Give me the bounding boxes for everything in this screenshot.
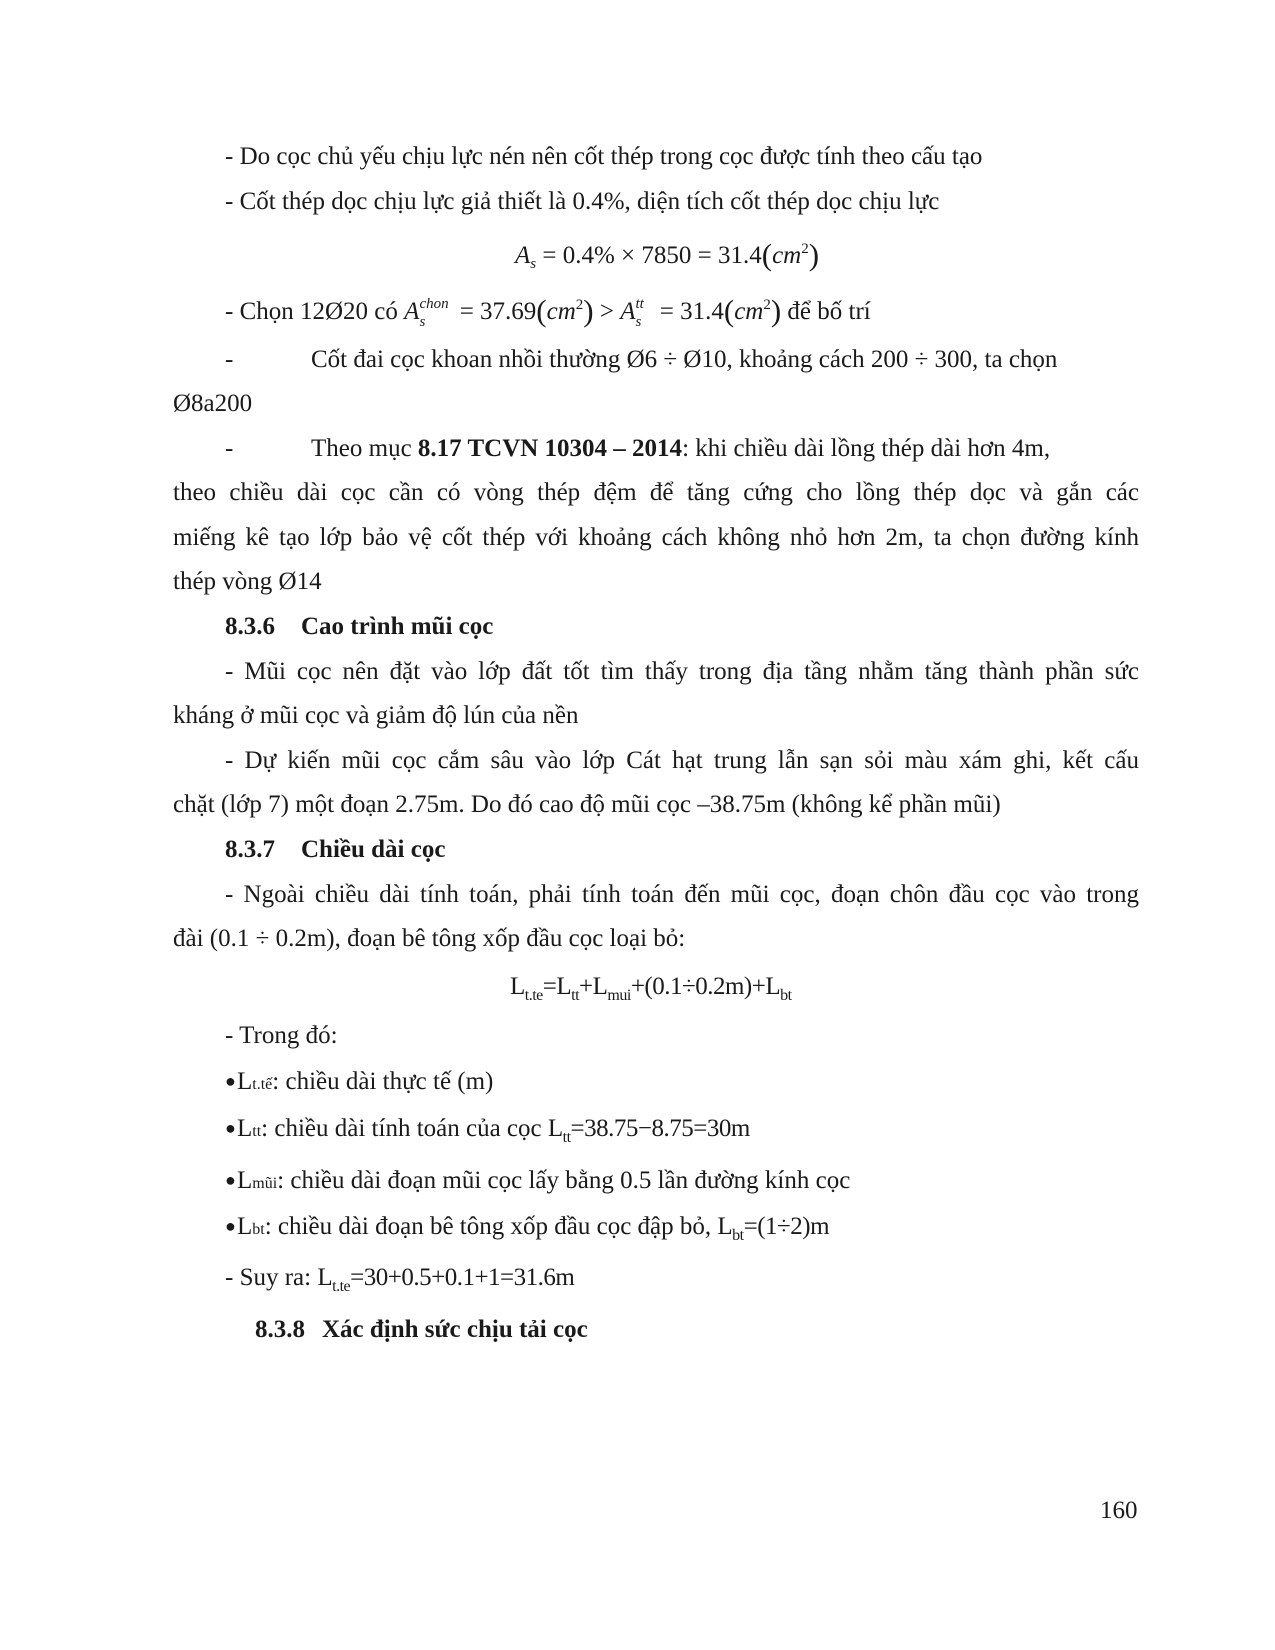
bullet-concrete-length (225, 1211, 829, 1251)
bullet-subscript: tt (252, 1123, 262, 1140)
eq2-sub-4: bt (780, 987, 792, 1004)
para-tip-layer: - Dự kiến mũi cọc cắm sâu vào lớp Cát hạt trung lẫn sạn sỏi màu xám ghi, kết cấu (225, 747, 1139, 774)
para-stirrups (225, 345, 1139, 375)
bullet-calc-length (225, 1113, 750, 1153)
bullet-eq-value: =38.75−8.75=30m (570, 1115, 750, 1142)
choose-supsub-1 (419, 295, 453, 330)
choose-supsub-2 (635, 295, 654, 330)
result-subscript: t.te (332, 1278, 351, 1295)
eq2-sub-2: tt (571, 987, 580, 1004)
choose-sup-1: chon (419, 296, 449, 312)
choose-symbol: A (404, 298, 420, 325)
heading-number: 8.3.7 (225, 836, 275, 863)
choose-unit-1: cm (546, 298, 576, 325)
para-standard-line-2: theo chiều dài cọc cần có vòng thép đệm để tăng cứng cho lồng thép dọc và gắn các (173, 479, 1139, 506)
choose-sup-2: tt (635, 296, 644, 312)
choose-value-1: = 37.69 (453, 298, 537, 325)
para-tip-placement: - Mũi cọc nên đặt vào lớp đất tốt tìm thấy trong địa tầng nhằm tăng thành phần sức (225, 658, 1139, 685)
bullet-subscript: t.tế (252, 1076, 273, 1093)
choose-suffix: để bố trí (781, 298, 871, 325)
bullet-symbol: L (237, 1115, 253, 1142)
eq2-part-1: =L (542, 973, 572, 1000)
standard-code: 8.17 TCVN 10304 – 2014 (417, 435, 683, 462)
stirrups-text: Cốt đai cọc khoan nhồi thường Ø6 ÷ Ø10, khoảng cách 200 ÷ 300, ta chọn (311, 346, 1058, 373)
para-reinforcement-note: - Do cọc chủ yếu chịu lực nén nên cốt thép trong cọc được tính theo cấu tạo (225, 143, 983, 170)
result-value: =30+0.5+0.1+1=31.6m (350, 1264, 575, 1291)
choose-sub-2: s (635, 314, 642, 330)
para-length-intro-cont: đài (0.1 ÷ 0.2m), đoạn bê tông xốp đầu cọc loại bỏ: (173, 925, 686, 952)
result-symbol: L (317, 1264, 333, 1291)
choose-unit-2: cm (734, 298, 764, 325)
bullet-eq-value: =(1÷2)m (743, 1213, 830, 1240)
choose-power-1: 2 (575, 297, 584, 313)
bullet-symbol: L (237, 1068, 253, 1095)
para-tip-placement-cont: kháng ở mũi cọc và giảm độ lún của nền (173, 702, 579, 729)
bullet-dot-icon: ● (225, 1216, 236, 1236)
bullet-equation (547, 1115, 750, 1146)
standard-dash: - (225, 435, 234, 462)
heading-number: 8.3.8 (255, 1316, 305, 1343)
heading-title: Xác định sức chịu tải cọc (322, 1316, 588, 1343)
choose-sub-1: s (419, 314, 426, 330)
choose-power-2: 2 (763, 297, 771, 313)
choose-symbol-2: A (620, 298, 636, 325)
bullet-equation (717, 1213, 830, 1244)
choose-prefix: - Chọn 12Ø20 có (225, 298, 405, 325)
bullet-symbol: L (237, 1213, 253, 1240)
para-tip-layer-cont: chặt (lớp 7) một đoạn 2.75m. Do đó cao độ mũi cọc –38.75m (không kể phần mũi) (173, 791, 1001, 818)
standard-suffix: : khi chiều dài lồng thép dài hơn 4m, (682, 435, 1051, 462)
heading-8-3-8 (255, 1315, 588, 1345)
para-where: - Trong đó: (225, 1022, 338, 1049)
bullet-text: : chiều dài đoạn bê tông xốp đầu cọc đập bỏ, (264, 1213, 718, 1240)
bullet-text: : chiều dài đoạn mũi cọc lấy bằng 0.5 lần đường kính cọc (277, 1167, 851, 1194)
bullet-eq-subscript: tt (562, 1129, 571, 1146)
bullet-dot-icon: ● (225, 1071, 236, 1091)
bullet-subscript: bt (252, 1221, 265, 1238)
eq2-L: L (510, 973, 525, 1000)
bullet-eq-subscript: bt (732, 1227, 744, 1244)
para-standard-line-3: miếng kê tạo lớp bảo vệ cốt thép với khoảng cách không nhỏ hơn 2m, ta chọn đường kính (173, 524, 1139, 551)
eq2-part-3: +(0.1÷0.2m)+L (630, 973, 781, 1000)
bullet-symbol: L (237, 1167, 253, 1194)
para-result (225, 1263, 574, 1302)
para-stirrups-cont: Ø8a200 (173, 390, 253, 417)
eq-rhs: = 0.4% × 7850 = 31.4 (536, 242, 762, 269)
para-standard-ref (225, 434, 1050, 464)
para-standard-line-4: thép vòng Ø14 (173, 568, 322, 595)
eq-symbol: A (515, 242, 531, 269)
heading-title: Cao trình mũi cọc (301, 613, 494, 640)
standard-prefix: Theo mục (311, 435, 418, 462)
eq-subscript: s (530, 256, 537, 272)
heading-8-3-7 (225, 835, 445, 865)
equation-steel-area: $A_s = 0.4\% \times 7850 = 31.4(cm^2)$ (515, 237, 820, 272)
bullet-subscript: mũi (252, 1175, 278, 1192)
para-choose-bars: - Chọn 12Ø20 có A chon s = $37.69(cm^2) > A$ tt s = $31.4(cm^2)$ để bố trí (225, 290, 871, 327)
bullet-text: : chiều dài thực tế (m) (272, 1068, 494, 1095)
bullet-text: : chiều dài tính toán của cọc (261, 1115, 548, 1142)
choose-value-2: = 31.4 (653, 298, 724, 325)
bullet-dot-icon: ● (225, 1118, 236, 1138)
heading-title: Chiều dài cọc (301, 836, 446, 863)
eq-unit: cm (772, 242, 802, 269)
eq2-part-2: +L (579, 973, 608, 1000)
bullet-dot-icon: ● (225, 1170, 236, 1190)
eq-power: 2 (801, 241, 809, 257)
bullet-eq-symbol: L (717, 1213, 733, 1240)
result-equation (317, 1264, 575, 1295)
bullet-tip-length (225, 1165, 850, 1199)
stirrups-dash: - (225, 346, 234, 373)
heading-8-3-6 (225, 612, 493, 642)
page-number: 160 (1100, 1497, 1138, 1524)
para-longitudinal-steel: - Cốt thép dọc chịu lực giả thiết là 0.4%, diện tích cốt thép dọc chịu lực (225, 188, 940, 215)
heading-number: 8.3.6 (225, 613, 275, 640)
bullet-actual-length (225, 1066, 493, 1100)
para-length-intro: - Ngoài chiều dài tính toán, phải tính toán đến mũi cọc, đoạn chôn đầu cọc vào trong (225, 881, 1139, 908)
bullet-eq-symbol: L (547, 1115, 563, 1142)
choose-gt: > (593, 298, 621, 325)
eq2-sub-1: t.te (524, 987, 543, 1004)
equation-length (510, 972, 792, 1011)
eq2-sub-3: mui (607, 987, 631, 1004)
result-prefix: - Suy ra: (225, 1264, 318, 1291)
